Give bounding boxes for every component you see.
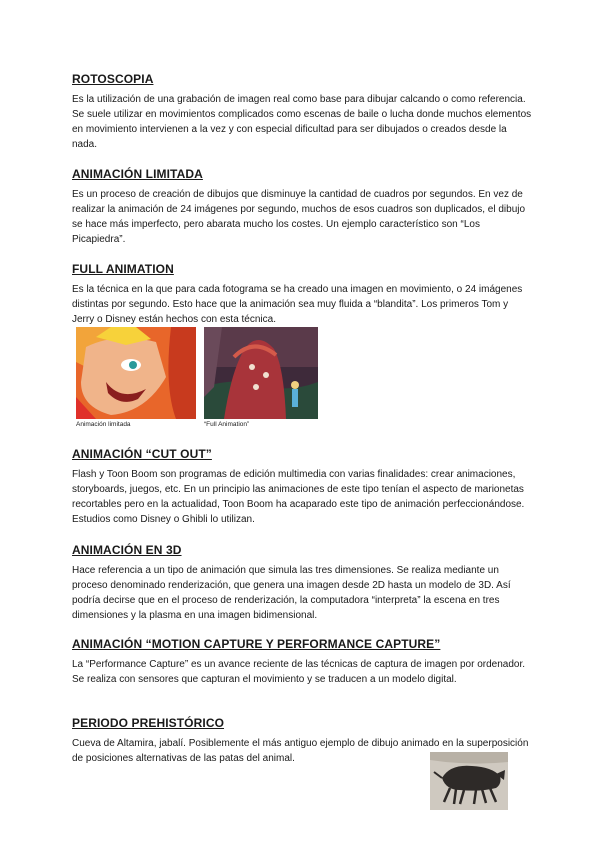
heading-rotoscopia: ROTOSCOPIA: [72, 72, 154, 86]
section-rotoscopia: [72, 72, 532, 152]
image-animacion-limitada: [76, 327, 196, 419]
heading-motion-capture: ANIMACIÓN “MOTION CAPTURE Y PERFORMANCE CAPTURE”: [72, 637, 441, 651]
heading-animacion-3d: ANIMACIÓN EN 3D: [72, 543, 182, 557]
heading-cut-out: ANIMACIÓN “CUT OUT”: [72, 447, 212, 461]
paragraph-cut-out: Flash y Toon Boom son programas de edición multimedia con varias finalidades: crear animaciones, storyboards, juegos, etc. En un principio las animaciones de este tipo tenían el aspecto de marionetas recortables pero en la actualidad, Toon Boom ha acaparado este tipo de animación perfeccionándose. Estudios como Disney o Ghibli lo utilizan.: [72, 469, 525, 525]
paragraph-motion-capture: La “Performance Capture” es un avance reciente de las técnicas de captura de imagen por ordenador. Se realiza con sensores que capturan el movimiento y se traducen a un modelo digital.: [72, 659, 526, 685]
caption-animacion-limitada: Animación limitada: [76, 421, 131, 428]
image-cave-boar: [430, 752, 508, 810]
paragraph-full-animation: Es la técnica en la que para cada fotograma se ha creado una imagen en movimiento, o 24 imágenes distintas por segundo. Esto hace que la animación sea muy fluida a “blandita”. Los primeros Tom y Jerry o Disney están hechos con esta técnica.: [72, 284, 523, 325]
heading-full-animation: FULL ANIMATION: [72, 262, 174, 276]
image-full-animation: [204, 327, 318, 419]
paragraph-rotoscopia: Es la utilización de una grabación de imagen real como base para dibujar calcando o como referencia. Se suele utilizar en movimientos complicados como escenas de baile o lucha donde muchos elementos en movimiento intervienen a la vez y con especial dificultad para ser dibujados o creados desde la nada.: [72, 94, 532, 150]
paragraph-animacion-3d: Hace referencia a un tipo de animación que simula las tres dimensiones. Se realiza mediante un proceso denominado renderización, que genera una imagen desde 2D hasta un modelo de 3D. Así podría decirse que en el proceso de renderización, la computadora “interpreta” la escena en tres dimensiones y la plasma en una imagen bidimensional.: [72, 565, 511, 621]
section-animacion-3d: [72, 543, 532, 623]
caption-full-animation: “Full Animation”: [204, 421, 250, 428]
heading-periodo-prehistorico: PERIODO PREHISTÓRICO: [72, 716, 225, 730]
paragraph-animacion-limitada: Es un proceso de creación de dibujos que disminuye la cantidad de cuadros por segundos. En vez de realizar la animación de 24 imágenes por segundo, muchos de esos cuadros son duplicados, el dibujo se hace más imperfecto, pero abarata mucho los costes. Un ejemplo característico son “Los Picapiedra”.: [72, 189, 526, 245]
section-motion-capture: [72, 637, 532, 687]
section-cut-out: [72, 447, 532, 527]
paragraph-periodo-prehistorico: Cueva de Altamira, jabalí. Posiblemente el más antiguo ejemplo de dibujo animado en la superposición de posiciones alternativas de las patas del animal.: [72, 738, 529, 764]
section-animacion-limitada: [72, 167, 532, 247]
section-full-animation: [72, 262, 532, 327]
heading-animacion-limitada: ANIMACIÓN LIMITADA: [72, 167, 203, 181]
